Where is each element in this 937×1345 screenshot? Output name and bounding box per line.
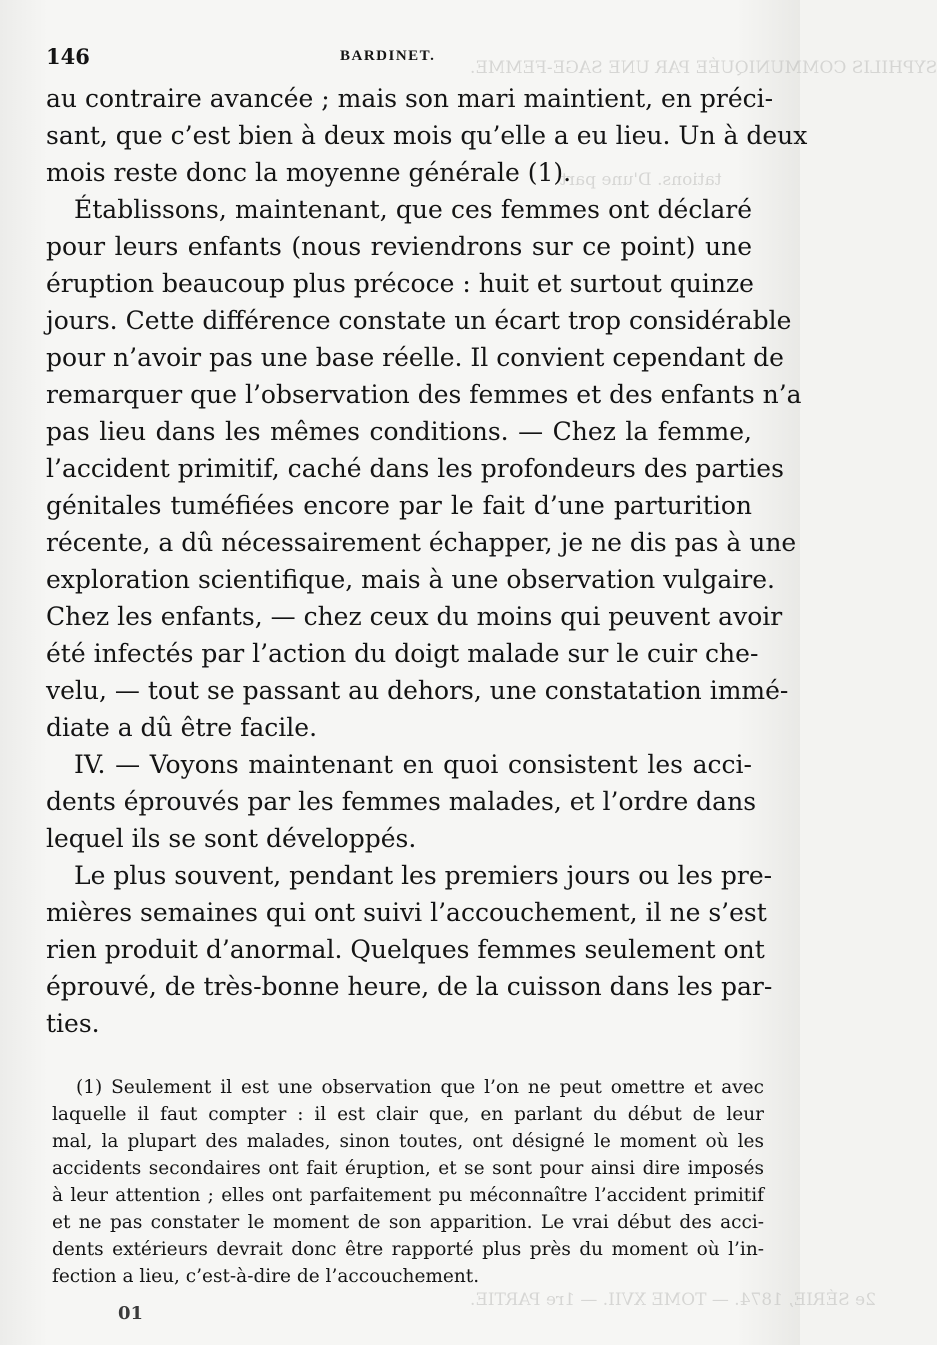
text-line: pour leurs enfants (nous reviendrons sur ce point) une	[46, 232, 752, 261]
text-line: sant, que c’est bien à deux mois qu’elle a eu lieu. Un à deux	[46, 121, 808, 150]
text-line: récente, a dû nécessairement échapper, je ne dis pas à une	[46, 528, 797, 557]
footnote-line: (1) Seulement il est une observation que l’on ne peut omettre et avec	[76, 1077, 764, 1098]
text-line: éruption beaucoup plus précoce : huit et surtout quinze	[46, 269, 754, 298]
text-line: au contraire avancée ; mais son mari maintient, en préci-	[46, 84, 774, 113]
text-line: lequel ils se sont développés.	[46, 824, 417, 853]
text-line: Chez les enfants, — chez ceux du moins qui peuvent avoir	[46, 602, 783, 631]
text-line: dents éprouvés par les femmes malades, et l’ordre dans	[46, 787, 757, 816]
footnote-line: laquelle il faut compter : il est clair que, en parlant du début de leur	[52, 1104, 764, 1125]
main-text	[46, 80, 808, 1042]
text-line: diate a dû être facile.	[46, 713, 318, 742]
page-header	[46, 44, 746, 74]
footnote-line: à leur attention ; elles ont parfaitement pu méconnaître l’accident primitif	[52, 1185, 764, 1206]
footnote	[52, 1074, 764, 1290]
footnote-line: mal, la plupart des malades, sinon toutes, ont désigné le moment où les	[52, 1131, 764, 1152]
footnote-line: dents extérieurs devrait donc être rapporté plus près du moment où l’in-	[52, 1239, 764, 1260]
running-head: BARDINET.	[340, 48, 436, 64]
bleed-through-text: 2e SÉRIE, 1874. — TOME XVII. — 1re PARTIE.	[470, 1290, 876, 1310]
text-line: pour n’avoir pas une base réelle. Il convient cependant de	[46, 343, 784, 372]
text-line: IV. — Voyons maintenant en quoi consistent les acci-	[74, 750, 752, 779]
page-number: 146	[46, 44, 90, 69]
text-line: Le plus souvent, pendant les premiers jours ou les pre-	[74, 861, 773, 890]
footnote-line: accidents secondaires ont fait éruption, et se sont pour ainsi dire imposés	[52, 1158, 764, 1179]
text-line: été infectés par l’action du doigt malade sur le cuir che-	[46, 639, 759, 668]
footnote-line: et ne pas constater le moment de son apparition. Le vrai début des acci-	[52, 1212, 764, 1233]
text-line: remarquer que l’observation des femmes et des enfants n’a	[46, 380, 802, 409]
text-line: génitales tuméfiées encore par le fait d’une parturition	[46, 491, 752, 520]
footnote-line: fection a lieu, c’est-à-dire de l’accouchement.	[52, 1266, 480, 1287]
text-line: éprouvé, de très-bonne heure, de la cuisson dans les par-	[46, 972, 773, 1001]
text-line: mières semaines qui ont suivi l’accouchement, il ne s’est	[46, 898, 767, 927]
text-line: l’accident primitif, caché dans les profondeurs des parties	[46, 454, 784, 483]
text-line: rien produit d’anormal. Quelques femmes seulement ont	[46, 935, 765, 964]
bleed-through-text: SYPHILIS COMMUNIQUÉE PAR UNE SAGE-FEMME.	[470, 58, 937, 78]
text-line: Établissons, maintenant, que ces femmes ont déclaré	[74, 195, 752, 224]
signature-mark: 01	[118, 1303, 144, 1324]
bleed-through-text: tations. D'une part	[560, 170, 722, 190]
text-line: velu, — tout se passant au dehors, une constatation immé-	[46, 676, 789, 705]
text-line: jours. Cette différence constate un écart trop considérable	[46, 306, 792, 335]
text-line: exploration scientifique, mais à une observation vulgaire.	[46, 565, 775, 594]
text-line: ties.	[46, 1009, 100, 1038]
text-line: mois reste donc la moyenne générale (1).	[46, 158, 572, 187]
text-line: pas lieu dans les mêmes conditions. — Chez la femme,	[46, 417, 752, 446]
